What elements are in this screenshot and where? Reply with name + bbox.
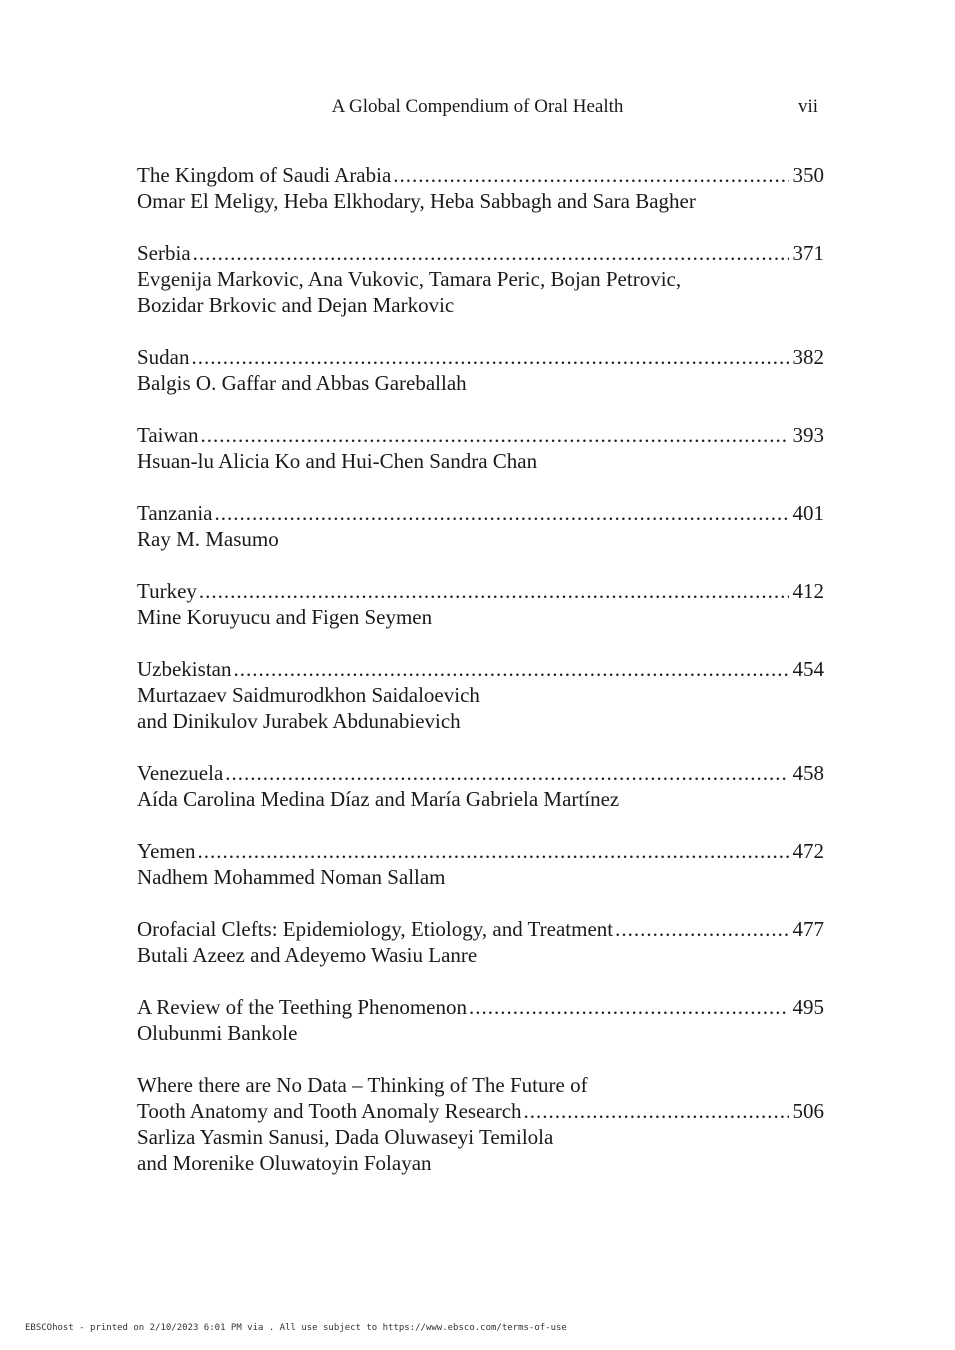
toc-line bbox=[137, 240, 824, 266]
toc-page-number: 477 bbox=[792, 917, 824, 941]
toc-title: Uzbekistan bbox=[137, 657, 232, 681]
toc-authors: Olubunmi Bankole bbox=[137, 1021, 298, 1045]
dot-leader bbox=[615, 916, 788, 942]
toc-title: Orofacial Clefts: Epidemiology, Etiology, and Treatment bbox=[137, 917, 614, 941]
dot-leader bbox=[233, 656, 788, 682]
toc-title: Sudan bbox=[137, 345, 190, 369]
toc-page-number: 495 bbox=[792, 995, 824, 1019]
dot-leader bbox=[469, 994, 788, 1020]
toc-entry[interactable] bbox=[137, 578, 824, 630]
toc-authors: Sarliza Yasmin Sanusi, Dada Oluwaseyi Temilola and Morenike Oluwatoyin Folayan bbox=[137, 1125, 554, 1175]
toc-title: Turkey bbox=[137, 579, 197, 603]
toc-title: Serbia bbox=[137, 241, 191, 265]
toc-page-number: 401 bbox=[792, 501, 824, 525]
toc-page-number: 472 bbox=[792, 839, 824, 863]
dot-leader bbox=[199, 578, 789, 604]
dot-leader bbox=[193, 240, 789, 266]
toc-line bbox=[137, 1098, 824, 1124]
toc-line bbox=[137, 500, 824, 526]
toc-title: The Kingdom of Saudi Arabia bbox=[137, 163, 392, 187]
toc-title: Tooth Anatomy and Tooth Anomaly Research bbox=[137, 1099, 522, 1123]
toc-entry[interactable] bbox=[137, 500, 824, 552]
toc-entry[interactable] bbox=[137, 240, 824, 318]
dot-leader bbox=[198, 838, 789, 864]
toc-entry[interactable] bbox=[137, 422, 824, 474]
toc-authors: Butali Azeez and Adeyemo Wasiu Lanre bbox=[137, 943, 478, 967]
toc-page-number: 371 bbox=[792, 241, 824, 265]
toc-page-number: 458 bbox=[792, 761, 824, 785]
dot-leader bbox=[201, 422, 789, 448]
toc-line bbox=[137, 344, 824, 370]
toc-line bbox=[137, 760, 824, 786]
toc-page-number: 350 bbox=[792, 163, 824, 187]
dot-leader bbox=[192, 344, 789, 370]
toc-entry[interactable] bbox=[137, 1072, 824, 1176]
toc-authors: Balgis O. Gaffar and Abbas Gareballah bbox=[137, 371, 467, 395]
toc-authors: Nadhem Mohammed Noman Sallam bbox=[137, 865, 446, 889]
toc-authors: Evgenija Markovic, Ana Vukovic, Tamara Peric, Bojan Petrovic, Bozidar Brkovic and Dejan Markovic bbox=[137, 267, 682, 317]
toc-line bbox=[137, 916, 824, 942]
toc-entry[interactable] bbox=[137, 162, 824, 214]
toc-line bbox=[137, 162, 824, 188]
toc-authors: Omar El Meligy, Heba Elkhodary, Heba Sabbagh and Sara Bagher bbox=[137, 189, 696, 213]
running-title: A Global Compendium of Oral Health bbox=[331, 96, 624, 117]
toc-entry[interactable] bbox=[137, 994, 824, 1046]
toc-line bbox=[137, 422, 824, 448]
toc-page-number: 454 bbox=[792, 657, 824, 681]
toc-line bbox=[137, 838, 824, 864]
toc-title: A Review of the Teething Phenomenon bbox=[137, 995, 468, 1019]
toc-page-number: 382 bbox=[792, 345, 824, 369]
toc-line bbox=[137, 578, 824, 604]
toc-title: Yemen bbox=[137, 839, 196, 863]
toc-entry[interactable] bbox=[137, 916, 824, 968]
toc-title-first-line: Where there are No Data – Thinking of The Future of bbox=[137, 1073, 588, 1097]
toc-entry[interactable] bbox=[137, 344, 824, 396]
toc-page-number: 393 bbox=[792, 423, 824, 447]
toc-authors: Ray M. Masumo bbox=[137, 527, 279, 551]
toc-page-number: 412 bbox=[792, 579, 824, 603]
toc-authors: Murtazaev Saidmurodkhon Saidaloevich and Dinikulov Jurabek Abdunabievich bbox=[137, 683, 480, 733]
toc-authors: Aída Carolina Medina Díaz and María Gabriela Martínez bbox=[137, 787, 620, 811]
dot-leader bbox=[393, 162, 788, 188]
running-head bbox=[0, 96, 955, 122]
toc-line bbox=[137, 656, 824, 682]
toc-authors: Hsuan-lu Alicia Ko and Hui-Chen Sandra Chan bbox=[137, 449, 538, 473]
page-number: vii bbox=[797, 96, 818, 117]
toc-page-number: 506 bbox=[792, 1099, 824, 1123]
dot-leader bbox=[225, 760, 788, 786]
footer-notice: EBSCOhost - printed on 2/10/2023 6:01 PM via . All use subject to https://www.ebsco.com/terms-of-use bbox=[25, 1323, 567, 1333]
toc-title: Venezuela bbox=[137, 761, 224, 785]
toc-authors: Mine Koruyucu and Figen Seymen bbox=[137, 605, 433, 629]
toc-entry[interactable] bbox=[137, 838, 824, 890]
toc-entry[interactable] bbox=[137, 760, 824, 812]
toc-title: Tanzania bbox=[137, 501, 213, 525]
dot-leader bbox=[214, 500, 788, 526]
toc-title: Taiwan bbox=[137, 423, 199, 447]
toc-entry[interactable] bbox=[137, 656, 824, 734]
dot-leader bbox=[524, 1098, 789, 1124]
table-of-contents bbox=[137, 162, 824, 1202]
toc-line bbox=[137, 994, 824, 1020]
